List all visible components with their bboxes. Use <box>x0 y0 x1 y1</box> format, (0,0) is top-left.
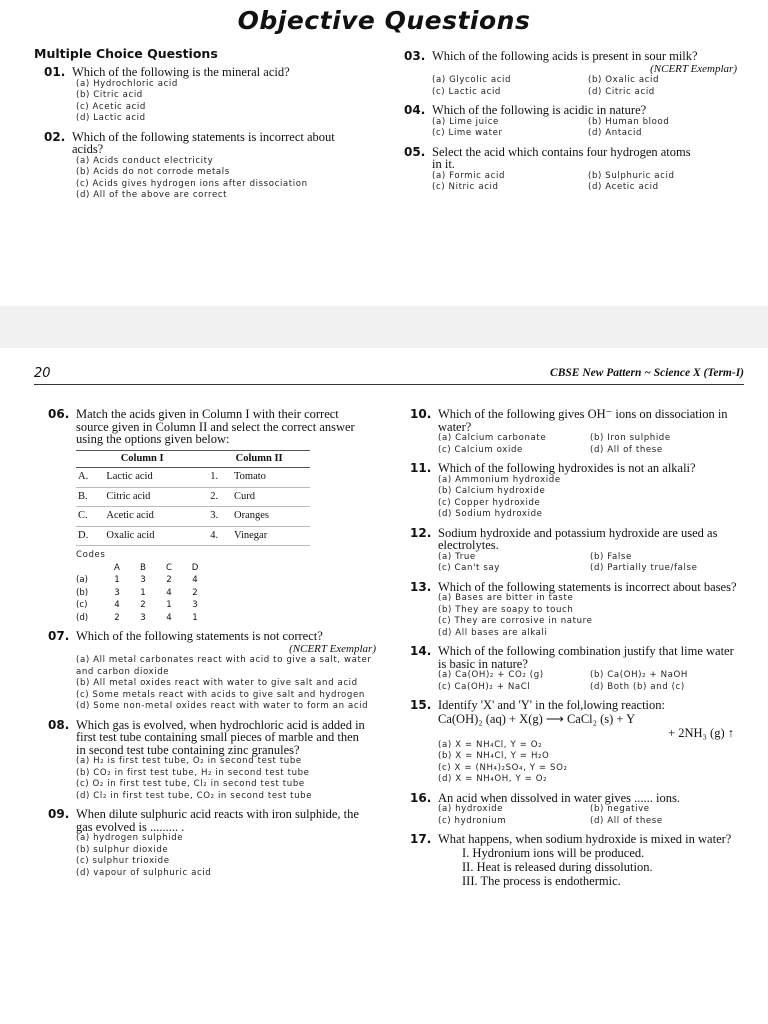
page1-left-column <box>44 66 374 208</box>
option: (b) Citric acid <box>76 90 143 100</box>
option: (d) Lactic acid <box>76 113 146 123</box>
codes-table: A B C D (a) 1 3 2 4 (b) 3 1 4 2 (c) 4 2 1 3 (d) 2 3 4 1 <box>76 562 208 625</box>
option: (c) Lime water <box>432 128 503 138</box>
option: (a) hydroxide <box>438 804 504 814</box>
option: (b) False <box>590 551 632 562</box>
table-row: (a) 1 3 2 4 <box>76 575 198 585</box>
option: (d) Partially true/false <box>590 563 698 573</box>
question-06: 06. Match the acids given in Column I with their correct source given in Column II and select the correct answer using the options given below: Column I Column II A. Lactic acid 1. Tomato B. Citric acid 2. Curd C. Acetic acid 3. Oranges D. Oxalic acid 4. Vinegar Codes A B C D (a) 1 3 2 4 (b) 3 1 4 2 (c) 4 2 1 3 (d) 2 3 4 1 <box>48 408 380 624</box>
option: (a) H₂ is first test tube, O₂ in second test tube <box>76 756 302 766</box>
table-row: A. Lactic acid 1. Tomato <box>76 468 310 488</box>
option: (c) hydronium <box>438 815 507 826</box>
option: (c) Nitric acid <box>432 182 499 192</box>
page-number: 20 <box>34 366 51 381</box>
codes-label: Codes <box>76 550 106 560</box>
page-gap <box>0 306 768 348</box>
option: (b) Ca(OH)₂ + NaOH <box>590 670 688 680</box>
option: (a) Hydrochloric acid <box>76 78 178 89</box>
option: (b) They are soapy to touch <box>438 604 574 615</box>
option: (a) True <box>438 551 476 562</box>
option: (a) Lime juice <box>432 116 499 127</box>
option: (b) Oxalic acid <box>588 75 660 85</box>
option: (d) Sodium hydroxide <box>438 509 543 519</box>
statement: I. Hydronium ions will be produced. <box>462 845 645 860</box>
option: (a) hydrogen sulphide <box>76 833 184 843</box>
page-top <box>0 0 768 306</box>
option: (b) Iron sulphide <box>590 433 671 443</box>
statement: II. Heat is released during dissolution. <box>462 859 653 874</box>
option: (b) Human blood <box>588 116 670 127</box>
question-08: 08. Which gas is evolved, when hydrochloric acid is added in first test tube containing small pieces of marble and then in second test tube containing zinc granules? (a) H₂ is first test tube, O₂ in second test tube (b) CO₂ in first test tube, H₂ in second test tube (c) O₂ in first test tube, Cl₂ in second test tube (d) Cl₂ in first test tube, CO₂ in second test tube <box>48 719 380 803</box>
option: (a) Ammonium hydroxide <box>438 474 561 485</box>
question-04: 04. Which of the following is acidic in nature? (a) Lime juice (b) Human blood (c) Lime water (d) Antacid <box>404 104 744 140</box>
option: (c) Acetic acid <box>76 101 146 112</box>
question-11: 11. Which of the following hydroxides is not an alkali? (a) Ammonium hydroxide (b) Calcium hydroxide (c) Copper hydroxide (d) Sodium hydroxide <box>410 462 742 521</box>
reaction-equation: Ca(OH)₂ (aq) + X(g) ⟶ CaCl₂ (s) + Y <box>438 711 636 726</box>
option: (c) O₂ in first test tube, Cl₂ in second test tube <box>76 779 305 789</box>
option: (b) Sulphuric acid <box>588 170 675 181</box>
table-row: B. Citric acid 2. Curd <box>76 487 310 507</box>
match-table: Column I Column II A. Lactic acid 1. Tomato B. Citric acid 2. Curd C. Acetic acid 3. Oranges D. Oxalic acid 4. Vinegar <box>76 450 310 547</box>
option: (a) Acids conduct electricity <box>76 155 214 166</box>
option: (b) negative <box>590 804 650 814</box>
option: (d) Acetic acid <box>588 182 659 192</box>
question-13: 13. Which of the following statements is incorrect about bases? (a) Bases are bitter in taste (b) They are soapy to touch (c) They are corrosive in nature (d) All bases are alkali <box>410 581 742 640</box>
reaction-equation-cont: + 2NH₃ (g) ↑ <box>668 725 734 740</box>
option: (b) sulphur dioxide <box>76 844 169 855</box>
option: (c) Ca(OH)₂ + NaCl <box>438 681 531 692</box>
option: (d) Antacid <box>588 128 643 138</box>
option: (b) X = NH₄Cl, Y = H₂O <box>438 751 550 761</box>
page-title: Objective Questions <box>237 6 531 35</box>
option: (c) Can't say <box>438 563 500 573</box>
question-07: 07. Which of the following statements is not correct? (NCERT Exemplar) (a) All metal carbonates react with acid to give a salt, water and carbon dioxide (b) All metal oxides react with water to give salt and acid (c) Some metals react with acids to give salt and hydrogen (d) Some non-metal oxides react with water to form an acid <box>48 630 380 713</box>
option: (d) vapour of sulphuric acid <box>76 867 212 878</box>
option: (c) sulphur trioxide <box>76 856 170 866</box>
option: (b) Calcium hydroxide <box>438 486 546 496</box>
option: (a) All metal carbonates react with acid to give a salt, water and carbon dioxide <box>76 655 372 677</box>
question-17: 17. What happens, when sodium hydroxide is mixed in water? I. Hydronium ions will be produced. II. Heat is released during dissolution. III. The process is endothermic. <box>410 833 742 888</box>
option: (a) Ca(OH)₂ + CO₂ (g) <box>438 670 544 680</box>
statement: III. The process is endothermic. <box>462 873 621 888</box>
question-16: 16. An acid when dissolved in water gives ...... ions. (a) hydroxide (b) negative (c) hydronium (d) All of these <box>410 792 742 828</box>
option: (a) Calcium carbonate <box>438 433 547 443</box>
question-14: 14. Which of the following combination justify that lime water is basic in nature? (a) Ca(OH)₂ + CO₂ (g) (b) Ca(OH)₂ + NaOH (c) Ca(OH)₂ + NaCl (d) Both (b) and (c) <box>410 645 742 693</box>
option: (c) X = (NH₄)₂SO₄, Y = SO₂ <box>438 762 568 773</box>
option: (d) All of these <box>590 444 663 455</box>
option: (d) Both (b) and (c) <box>590 681 685 692</box>
source-reference: (NCERT Exemplar) <box>650 62 737 75</box>
table-row: D. Oxalic acid 4. Vinegar <box>76 526 310 546</box>
option: (b) All metal oxides react with water to give salt and acid <box>76 678 358 688</box>
option: (a) X = NH₄Cl, Y = O₂ <box>438 739 543 750</box>
option: (c) Some metals react with acids to give salt and hydrogen <box>76 689 365 700</box>
question-01: 01. Which of the following is the mineral acid? (a) Hydrochloric acid (b) Citric acid (c) Acetic acid (d) Lactic acid <box>44 66 374 125</box>
running-title: CBSE New Pattern ~ Science X (Term-I) <box>550 367 744 379</box>
question-15: 15. Identify 'X' and 'Y' in the fol,lowing reaction: Ca(OH)₂ (aq) + X(g) ⟶ CaCl₂ (s) + Y + 2NH₃ (g) ↑ (a) X = NH₄Cl, Y = O₂ (b) X = NH₄Cl, Y = H₂O (c) X = (NH₄)₂SO₄, Y = SO₂ (d) X = NH₄OH, Y = O₂ <box>410 699 742 786</box>
page1-right-column <box>404 50 744 200</box>
option: (b) CO₂ in first test tube, H₂ in second test tube <box>76 767 310 778</box>
table-row: C. Acetic acid 3. Oranges <box>76 507 310 527</box>
source-reference: (NCERT Exemplar) <box>289 642 376 655</box>
option: (c) Copper hydroxide <box>438 497 541 508</box>
option: (d) X = NH₄OH, Y = O₂ <box>438 774 548 784</box>
question-12: 12. Sodium hydroxide and potassium hydroxide are used as electrolytes. (a) True (b) False (c) Can't say (d) Partially true/false <box>410 527 742 575</box>
option: (d) Citric acid <box>588 86 655 97</box>
option: (d) Some non-metal oxides react with water to form an acid <box>76 701 369 711</box>
page2-left-column <box>48 408 380 885</box>
question-02: 02. Which of the following statements is incorrect about acids? (a) Acids conduct electricity (b) Acids do not corrode metals (c) Acids gives hydrogen ions after dissociation (d) All of the above are correct <box>44 131 374 202</box>
option: (c) Lactic acid <box>432 86 501 97</box>
page2-right-column <box>410 408 742 894</box>
table-row: (b) 3 1 4 2 <box>76 587 198 598</box>
option: (c) Calcium oxide <box>438 444 523 455</box>
question-09: 09. When dilute sulphuric acid reacts with iron sulphide, the gas evolved is ......... . (a) hydrogen sulphide (b) sulphur dioxide (c) sulphur trioxide (d) vapour of sulphuric acid <box>48 808 380 879</box>
question-03: 03. Which of the following acids is present in sour milk? (NCERT Exemplar) (a) Glycolic acid (b) Oxalic acid (c) Lactic acid (d) Citric acid <box>404 50 744 98</box>
page-bottom <box>0 348 768 1024</box>
option: (d) All of the above are correct <box>76 190 228 200</box>
table-row: (d) 2 3 4 1 <box>76 612 198 623</box>
section-heading: Multiple Choice Questions <box>34 46 218 61</box>
option: (a) Glycolic acid <box>432 75 512 85</box>
question-10: 10. Which of the following gives OH⁻ ions on dissociation in water? (a) Calcium carbonate (b) Iron sulphide (c) Calcium oxide (d) All of these <box>410 408 742 456</box>
option: (b) Acids do not corrode metals <box>76 167 230 177</box>
table-row: (c) 4 2 1 3 <box>76 600 198 610</box>
option: (a) Bases are bitter in taste <box>438 593 574 603</box>
option: (d) Cl₂ in first test tube, CO₂ in second test tube <box>76 790 313 801</box>
option: (c) They are corrosive in nature <box>438 616 593 626</box>
option: (a) Formic acid <box>432 170 506 181</box>
option: (c) Acids gives hydrogen ions after dissociation <box>76 178 308 189</box>
option: (d) All bases are alkali <box>438 627 548 638</box>
question-05: 05. Select the acid which contains four hydrogen atoms in it. (a) Formic acid (b) Sulphuric acid (c) Nitric acid (d) Acetic acid <box>404 146 744 194</box>
option: (d) All of these <box>590 815 663 826</box>
running-header <box>34 366 744 385</box>
